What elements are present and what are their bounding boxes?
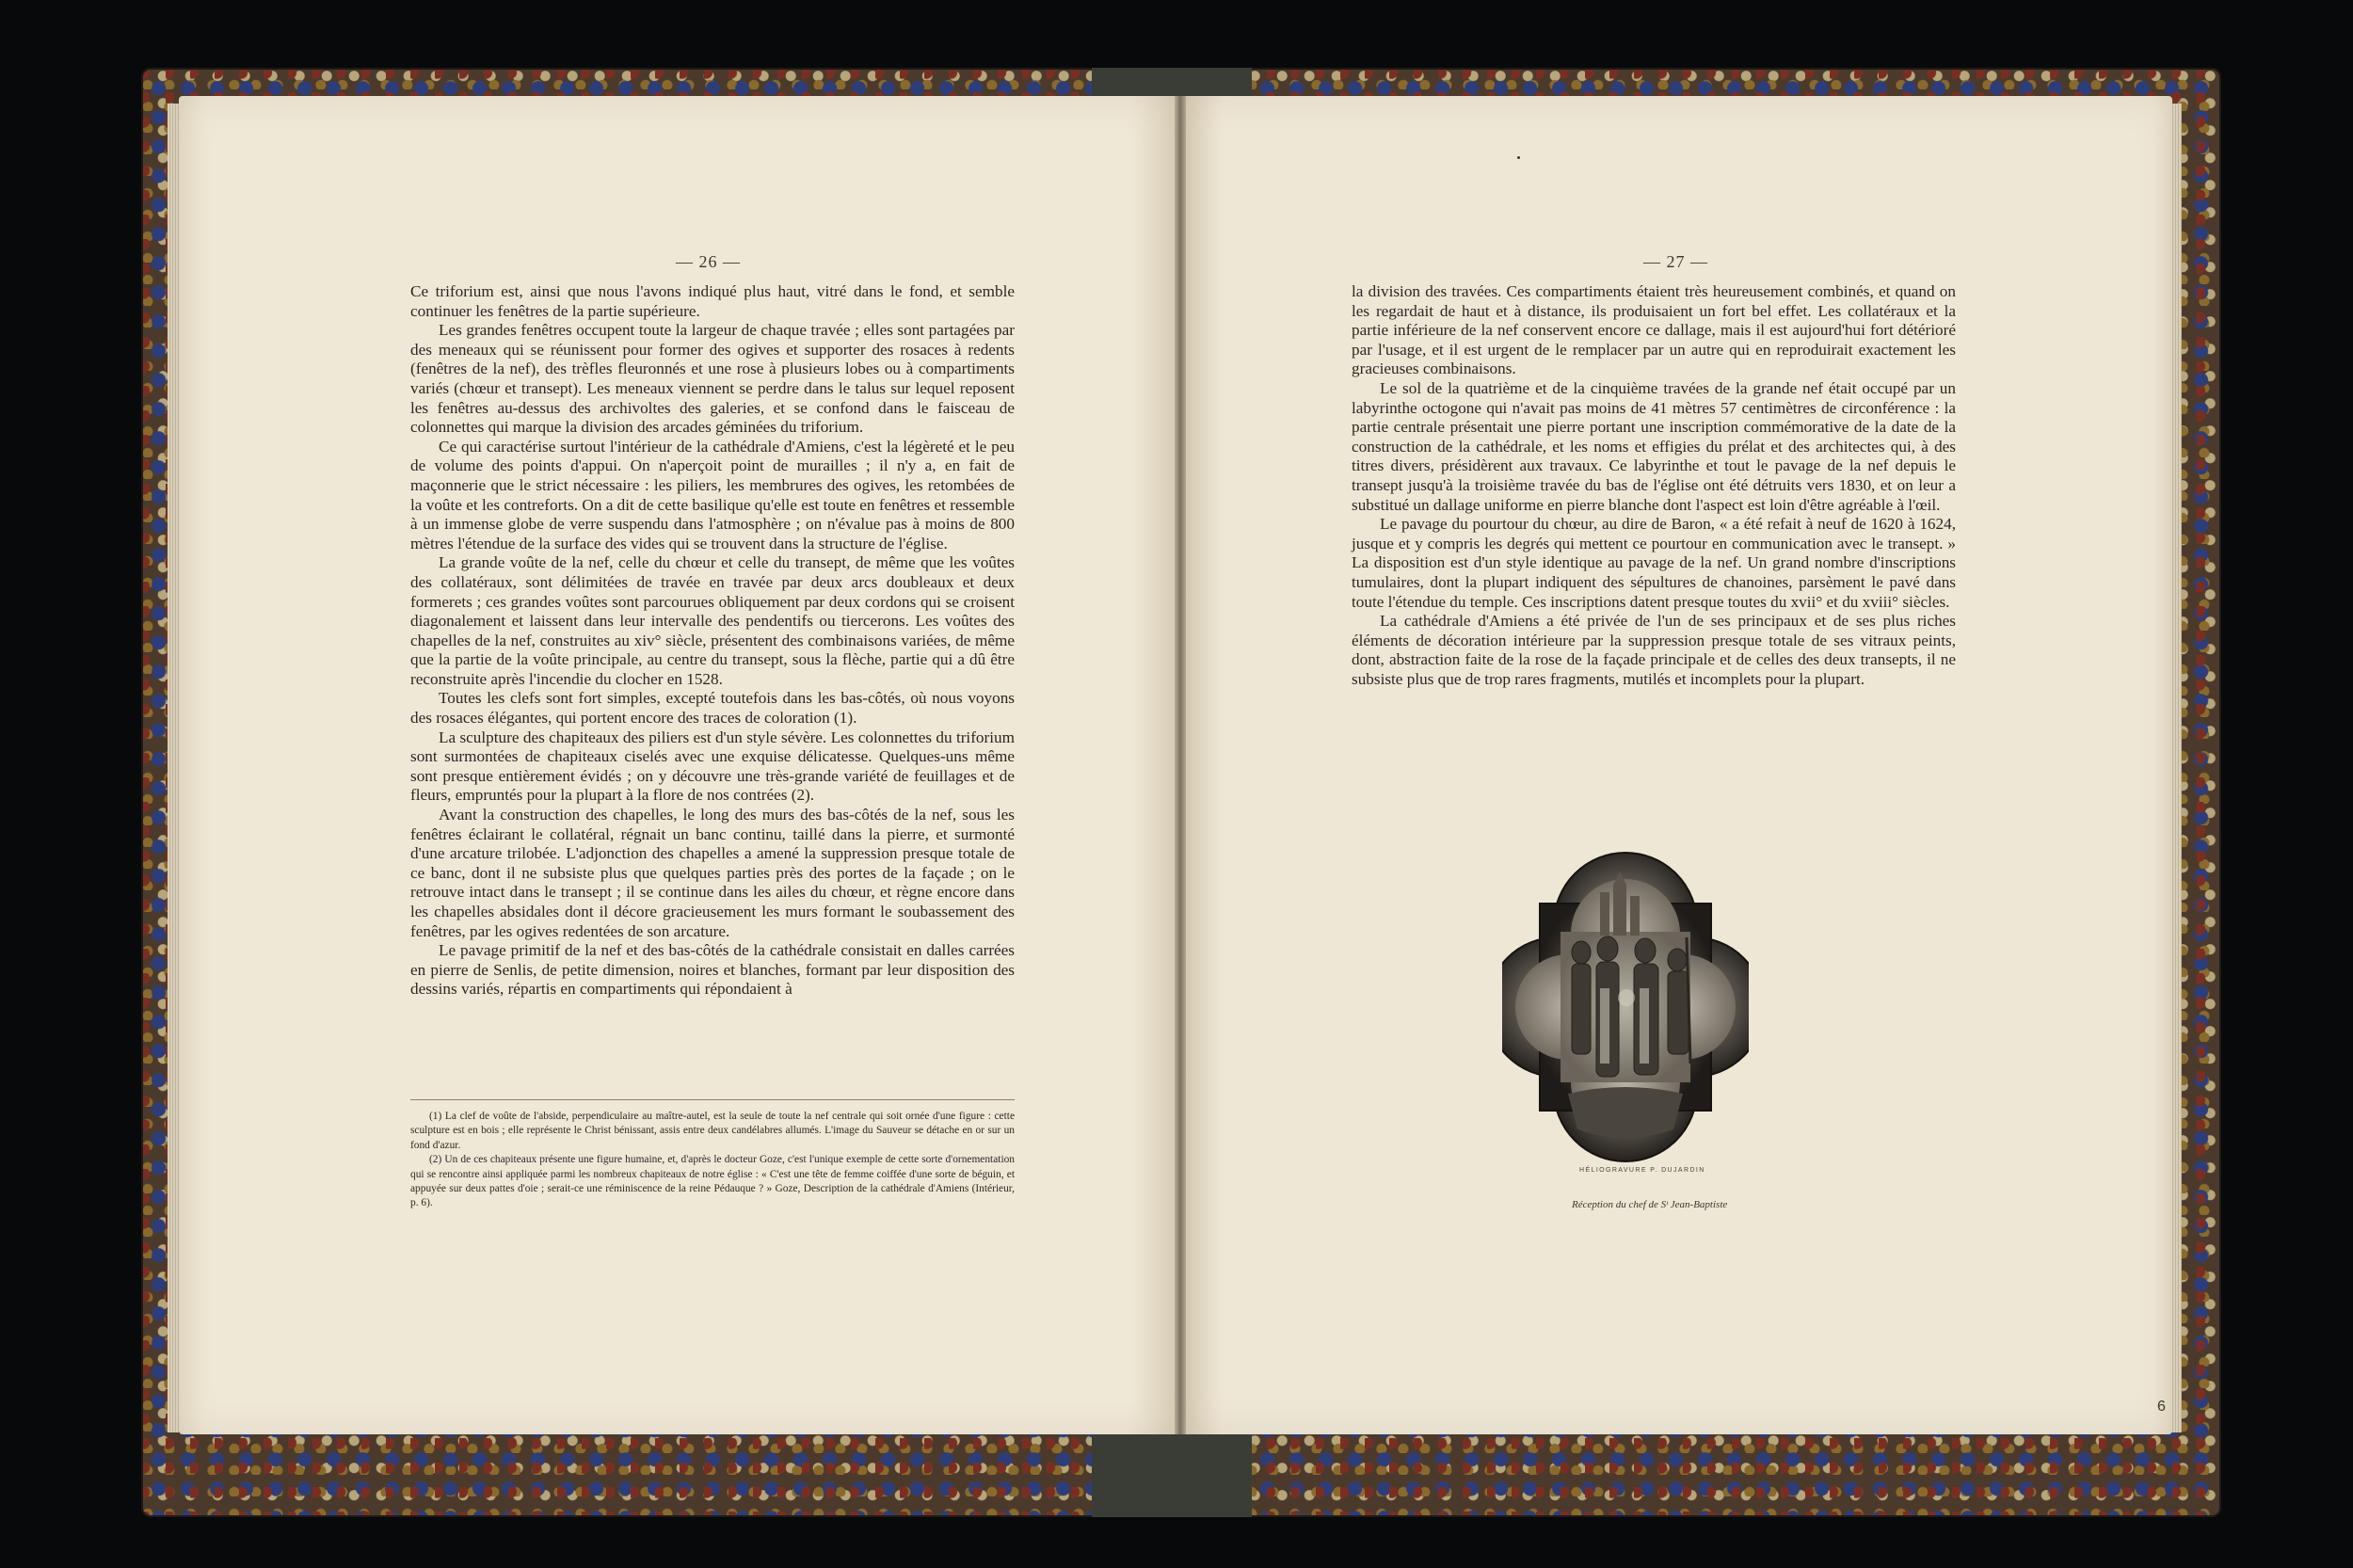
ink-speck xyxy=(1517,156,1520,159)
paragraph: La sculpture des chapiteaux des piliers est d'un style sévère. Les colonnettes du triforium sont surmontées de chapiteaux ciselés avec une exquise délicatesse. Quelques-uns même sont presque entièrement évidés ; on y découvre une très-grande variété de feuillages et de fleurs, empruntés pour la plupart à la flore de nos contrées (2). xyxy=(410,728,1015,805)
footnote: (2) Un de ces chapiteaux présente une figure humaine, et, d'après le docteur Goze, c'est l'unique exemple de cette sorte d'ornementation qui se rencontre ainsi appliquée parmi les nombreux chapiteaux de notre église : « C'est une tête de femme coiffée d'une sorte de béguin, et appuyée sur deux pattes d'oie ; serait-ce une réminiscence de la reine Pédauque ? » Goze, Description de la cathédrale d'Amiens (Intérieur, p. 6). xyxy=(410,1154,1015,1209)
paragraph: Toutes les clefs sont fort simples, excepté toutefois dans les bas-côtés, où nous voyons des rosaces élégantes, qui portent encore des traces de coloration (1). xyxy=(410,689,1015,728)
footnotes xyxy=(410,1099,1015,1211)
corner-mark: 6 xyxy=(2157,1399,2166,1415)
plate-caption: Réception du chef de Sᵗ Jean-Baptiste xyxy=(1572,1199,1728,1210)
quatrefoil-relief-icon xyxy=(1502,847,1749,1167)
engraver-credit: HÉLIOGRAVURE P. DUJARDIN xyxy=(1579,1167,1705,1174)
paragraph: Ce qui caractérise surtout l'intérieur de la cathédrale d'Amiens, c'est la légèreté et le peu de volume des points d'appui. On n'aperçoit point de murailles ; il n'y a, en fait de maçonnerie que le strict nécessaire : les piliers, les membrures des ogives, les retombées de la voûte et les contreforts. On a dit de cette basilique qu'elle est toute en fenêtres et ressemble à un immense globe de verre suspendu dans l'atmosphère ; on n'évalue pas à moins de 800 mètres l'étendue de la surface des vides qui se trouvent dans la structure de l'église. xyxy=(410,437,1015,552)
book-gutter xyxy=(1175,96,1186,1434)
footnote-rule xyxy=(410,1099,1015,1100)
paragraph: Les grandes fenêtres occupent toute la largeur de chaque travée ; elles sont partagées par des meneaux qui se réunissent pour former des ogives et supporter des rosaces à redents (fenêtres de la nef), des trèfles fleuronnés et une rose à plusieurs lobes ou à compartiments variés (chœur et transept). Les meneaux viennent se perdre dans le talus sur lequel reposent les fenêtres au-dessus des archivoltes des galeries, et se confond dans le faisceau de colonnettes qui marque la division des arcades géminées du triforium. xyxy=(410,321,1015,437)
paragraph: Le pavage du pourtour du chœur, au dire de Baron, « a été refait à neuf de 1620 à 1624, jusque et y compris les degrés qui mettent ce pourtour en communication avec le transept. » La disposition est d'un style identique au pavage de la nef. Un grand nombre d'inscriptions tumulaires, dont la plupart indiquent des sépultures de chanoines, parsèment le pavé dans toute l'étendue du temple. Ces inscriptions datent presque toutes du xvii° et du xviii° siècles. xyxy=(1352,515,1956,611)
right-page-body xyxy=(1352,282,1956,689)
paragraph: Avant la construction des chapelles, le long des murs des bas-côtés de la nef, sous les fenêtres éclairant le collatéral, régnait un banc continu, taillé dans la pierre, et surmonté d'une arcature trilobée. L'adjonction des chapelles a amené la suppression presque totale de ce banc, dont il ne subsiste plus que quelques parties près des portes de la façade ; on le retrouve intact dans le transept ; il se continue dans les ailes du chœur, et règne encore dans les chapelles absidales dont il décore gracieusement les murs formant le soubassement des fenêtres, par les ogives redentées de son arcature. xyxy=(410,806,1015,940)
paragraph: Le sol de la quatrième et de la cinquième travées de la grande nef était occupé par un labyrinthe octogone qui n'avait pas moins de 41 mètres 57 centimètres de circonférence : la partie centrale présentait une pierre portant une inscription commémorative de la date de la construction de la cathédrale, et les noms et effigies du prélat et des architectes qui, à des titres divers, présidèrent aux travaux. Ce labyrinthe et tout le pavage de la nef depuis le transept jusqu'à la troisième travée du bas de l'église ont été détruits vers 1830, et on leur a substitué un dallage uniforme en pierre blanche dont l'aspect est loin d'être agréable à l'œil. xyxy=(1352,378,1956,514)
paragraph: Le pavage primitif de la nef et des bas-côtés de la cathédrale consistait en dalles carrées en pierre de Senlis, de petite dimension, noires et blanches, formant par leur disposition des dessins variés, répartis en compartiments qui répondaient à xyxy=(410,941,1015,999)
left-page-edges xyxy=(168,104,179,1432)
page-number-right: — 27 — xyxy=(1643,252,1708,271)
paragraph: La grande voûte de la nef, celle du chœur et celle du transept, de même que les voûtes des collatéraux, sont délimitées de travée en travée par deux arcs doubleaux et deux formerets ; ces grandes voûtes sont parcourues obliquement par deux cordons qui se croisent diagonalement et laissent dans leur intervalle des pendentifs ou tiercerons. Les voûtes des chapelles de la nef, construites au xiv° siècle, présentent des combinaisons variées, de même que la partie de la voûte principale, au centre du transept, sous la flèche, partie qui a dû être reconstruite après l'incendie du clocher en 1528. xyxy=(410,553,1015,688)
paragraph: Ce triforium est, ainsi que nous l'avons indiqué plus haut, vitré dans le fond, et semble continuer les fenêtres de la partie supérieure. xyxy=(410,282,1015,320)
paragraph: la division des travées. Ces compartiments étaient très heureusement combinés, et quand on les regardait de haut et à distance, ils produisaient un fort bel effet. Les collatéraux et la partie inférieure de la nef conservent encore ce dallage, mais il est aujourd'hui fort détérioré par l'usage, et il est urgent de le remplacer par un autre qui en reproduirait exactement les gracieuses combinaisons. xyxy=(1352,282,1956,378)
paragraph: La cathédrale d'Amiens a été privée de l'un de ses principaux et de ses plus riches éléments de décoration intérieure par la suppression presque totale de ses vitraux peints, dont, abstraction faite de la rose de la façade principale et de celles des deux transepts, il ne subsiste plus que de trop rares fragments, mutilés et incomplets pour la plupart. xyxy=(1352,612,1956,688)
left-page-body xyxy=(410,282,1015,1000)
page-number-left: — 26 — xyxy=(676,252,741,271)
footnote: (1) La clef de voûte de l'abside, perpendiculaire au maître-autel, est la seule de toute la nef centrale qui soit ornée d'une figure : cette sculpture est en bois ; elle représente le Christ bénissant, assis entre deux candélabres allumés. L'image du Sauveur se détache en or sur un fond d'azur. xyxy=(410,1111,1015,1151)
